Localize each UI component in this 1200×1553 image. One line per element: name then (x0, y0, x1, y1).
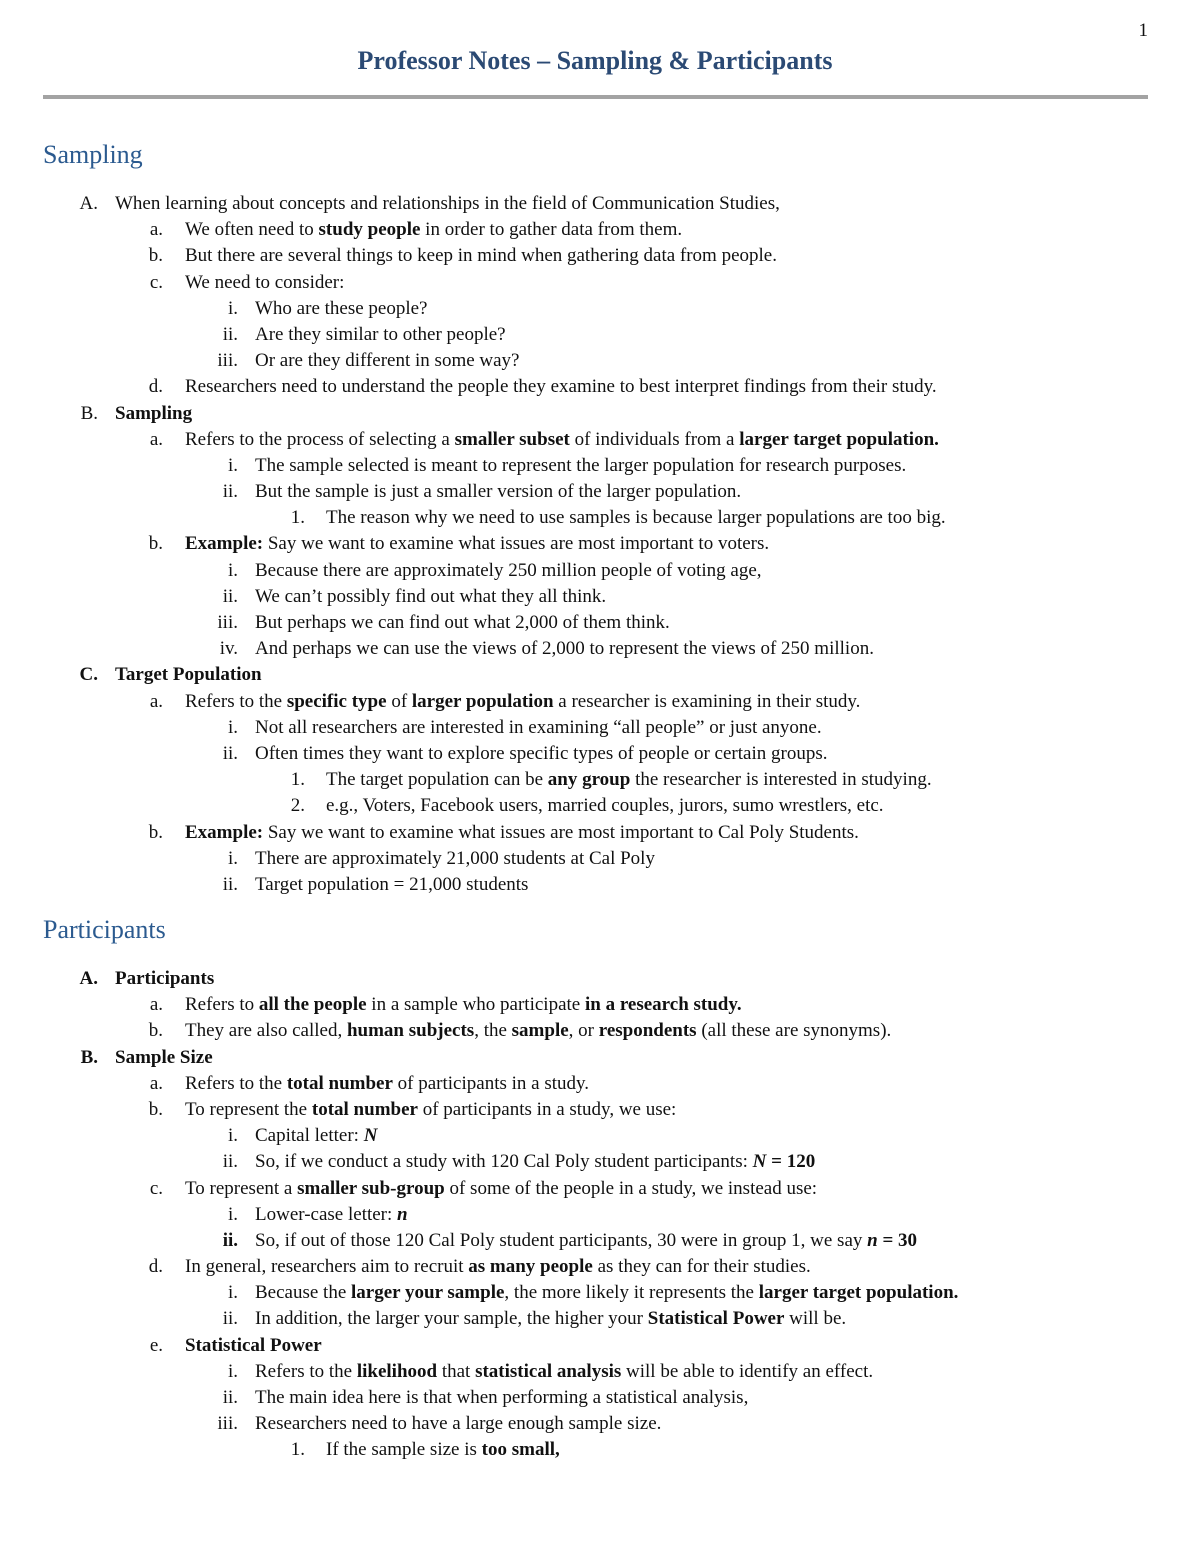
list-text: To represent a smaller sub-group of some of the people in a study, we instead use: (185, 1177, 818, 1199)
list-text: e.g., Voters, Facebook users, married couples, jurors, sumo wrestlers, etc. (326, 795, 884, 817)
list-marker: ii. (222, 481, 238, 503)
list-text: And perhaps we can use the views of 2,000 to represent the views of 250 million. (255, 638, 874, 660)
outline-item (0, 636, 1200, 662)
list-marker: i. (227, 847, 238, 869)
list-marker: i. (227, 716, 238, 738)
list-text: Capital letter: N (255, 1125, 378, 1147)
outline-item (0, 1202, 1200, 1228)
list-title: Statistical Power (185, 1334, 322, 1356)
list-text: In addition, the larger your sample, the higher your Statistical Power will be. (255, 1308, 847, 1330)
outline-item (0, 427, 1200, 453)
list-marker: i. (227, 1282, 238, 1304)
list-text: When learning about concepts and relationships in the field of Communication Studies, (115, 193, 780, 214)
list-marker: b. (148, 1098, 163, 1120)
list-marker: B. (80, 402, 98, 424)
list-marker: a. (149, 219, 163, 241)
list-text: Often times they want to explore specific types of people or certain groups. (255, 742, 828, 764)
list-marker: i. (227, 1125, 238, 1147)
outline-item (0, 191, 1200, 217)
list-marker: i. (227, 1203, 238, 1225)
list-marker: b. (148, 821, 163, 843)
list-text: Refers to the specific type of larger population a researcher is examining in their study. (185, 690, 861, 712)
list-text: Because there are approximately 250 million people of voting age, (255, 559, 762, 581)
outline-item (0, 1018, 1200, 1044)
list-marker: i. (227, 454, 238, 476)
outline-item (0, 584, 1200, 610)
outline-item (0, 401, 1200, 427)
outline-item (0, 1228, 1200, 1254)
list-text: Who are these people? (255, 297, 428, 319)
title-divider (43, 95, 1148, 99)
list-text: Example: Say we want to examine what issues are most important to voters. (185, 533, 770, 555)
outline-item (0, 715, 1200, 741)
list-text: Because the larger your sample, the more likely it represents the larger target population. (255, 1282, 959, 1304)
list-marker: iii. (217, 612, 238, 633)
list-text: We often need to study people in order to gather data from them. (185, 219, 683, 241)
list-marker: c. (149, 1177, 163, 1199)
outline-item (0, 558, 1200, 584)
list-text: The reason why we need to use samples is because larger populations are too big. (326, 507, 946, 529)
outline-item (0, 1437, 1200, 1463)
list-text: Are they similar to other people? (255, 323, 506, 345)
outline-item (0, 531, 1200, 557)
list-text: Researchers need to understand the people they examine to best interpret findings from their study. (185, 376, 937, 398)
list-marker: ii. (222, 1229, 238, 1251)
list-marker: c. (149, 271, 163, 293)
outline-item (0, 1411, 1200, 1437)
list-marker: b. (148, 1020, 163, 1042)
outline-item (0, 820, 1200, 846)
section-heading-participants: Participants (43, 915, 166, 944)
list-text: Lower-case letter: n (255, 1203, 408, 1225)
list-marker: ii. (222, 585, 238, 607)
outline-item (0, 689, 1200, 715)
list-marker: d. (148, 1256, 163, 1278)
list-text: In general, researchers aim to recruit as many people as they can for their studies. (185, 1256, 811, 1278)
list-text: But perhaps we can find out what 2,000 of them think. (255, 612, 670, 633)
list-marker: 1. (290, 1439, 305, 1461)
list-marker: i. (227, 1360, 238, 1382)
outline-item (0, 270, 1200, 296)
list-marker: ii. (222, 1308, 238, 1330)
outline-item (0, 872, 1200, 898)
outline-item (0, 296, 1200, 322)
list-marker: ii. (222, 323, 238, 345)
section-heading-sampling: Sampling (43, 140, 143, 169)
list-marker: C. (79, 664, 98, 686)
list-text: But there are several things to keep in mind when gathering data from people. (185, 245, 777, 267)
outline-item (0, 479, 1200, 505)
outline-item (0, 243, 1200, 269)
list-text: They are also called, human subjects, the sample, or respondents (all these are synonyms). (185, 1020, 892, 1042)
outline-item (0, 1071, 1200, 1097)
outline-item (0, 1359, 1200, 1385)
list-marker: 1. (290, 507, 305, 529)
list-text: The main idea here is that when performing a statistical analysis, (255, 1387, 749, 1408)
outline-item (0, 1254, 1200, 1280)
list-text: But the sample is just a smaller version of the larger population. (255, 481, 742, 503)
list-marker: iii. (217, 350, 238, 372)
list-text: Not all researchers are interested in examining “all people” or just anyone. (255, 716, 822, 738)
list-marker: ii. (222, 873, 238, 895)
outline-item (0, 453, 1200, 479)
document-title: Professor Notes – Sampling & Participants (357, 46, 833, 75)
list-marker: 2. (290, 795, 305, 817)
outline-item (0, 1176, 1200, 1202)
list-marker: ii. (222, 742, 238, 764)
outline-item (0, 217, 1200, 243)
list-marker: b. (148, 533, 163, 555)
list-text: Refers to the process of selecting a smaller subset of individuals from a larger target population. (185, 428, 939, 450)
list-marker: e. (149, 1334, 163, 1356)
list-text: There are approximately 21,000 students at Cal Poly (255, 847, 655, 869)
outline-item (0, 846, 1200, 872)
outline-item (0, 1123, 1200, 1149)
list-text: The target population can be any group the researcher is interested in studying. (326, 769, 932, 791)
list-text: Refers to all the people in a sample who participate in a research study. (185, 994, 742, 1016)
outline-item (0, 662, 1200, 688)
list-text: Or are they different in some way? (255, 350, 520, 372)
list-text: So, if we conduct a study with 120 Cal Poly student participants: N = 120 (255, 1151, 816, 1173)
sampling-outline (0, 191, 1200, 898)
list-text: We can’t possibly find out what they all think. (255, 585, 607, 607)
list-text: The sample selected is meant to represent the larger population for research purposes. (255, 454, 907, 476)
list-marker: a. (149, 428, 163, 450)
list-title: Target Population (115, 664, 262, 686)
list-marker: a. (149, 690, 163, 712)
list-title: Sample Size (115, 1046, 213, 1068)
outline-item (0, 610, 1200, 636)
list-marker: d. (148, 376, 163, 398)
list-title: Sampling (115, 402, 193, 424)
list-text: We need to consider: (185, 271, 345, 293)
list-marker: i. (227, 297, 238, 319)
outline-item (0, 741, 1200, 767)
list-text: Example: Say we want to examine what issues are most important to Cal Poly Students. (185, 821, 859, 843)
outline-item (0, 348, 1200, 374)
outline-item (0, 505, 1200, 531)
outline-item (0, 1306, 1200, 1332)
list-text: Refers to the likelihood that statistical analysis will be able to identify an effect. (255, 1360, 874, 1382)
list-marker: A. (79, 193, 98, 214)
outline-item (0, 1385, 1200, 1411)
list-marker: 1. (290, 769, 305, 791)
list-marker: a. (149, 994, 163, 1016)
outline-item (0, 1097, 1200, 1123)
list-text: Target population = 21,000 students (255, 873, 529, 895)
list-marker: a. (149, 1072, 163, 1094)
outline-item (0, 322, 1200, 348)
outline-item (0, 1045, 1200, 1071)
page-number: 1 (1138, 20, 1148, 41)
outline-item (0, 1280, 1200, 1306)
outline-item (0, 966, 1200, 992)
outline-item (0, 793, 1200, 819)
list-marker: ii. (222, 1151, 238, 1173)
list-text: Refers to the total number of participants in a study. (185, 1072, 590, 1094)
participants-outline (0, 966, 1200, 1464)
list-marker: iv. (219, 638, 238, 660)
list-marker: A. (79, 968, 98, 989)
outline-item (0, 374, 1200, 400)
list-marker: ii. (222, 1387, 238, 1408)
list-text: To represent the total number of participants in a study, we use: (185, 1098, 677, 1120)
outline-item (0, 1149, 1200, 1175)
list-title: Participants (115, 968, 215, 989)
list-text: If the sample size is too small, (326, 1439, 560, 1461)
list-marker: i. (227, 559, 238, 581)
outline-item (0, 992, 1200, 1018)
list-text: So, if out of those 120 Cal Poly student participants, 30 were in group 1, we say n = 30 (255, 1229, 918, 1251)
list-text: Researchers need to have a large enough sample size. (255, 1413, 662, 1435)
outline-item (0, 767, 1200, 793)
list-marker: b. (148, 245, 163, 267)
list-marker: B. (80, 1046, 98, 1068)
outline-item (0, 1333, 1200, 1359)
list-marker: iii. (217, 1413, 238, 1435)
